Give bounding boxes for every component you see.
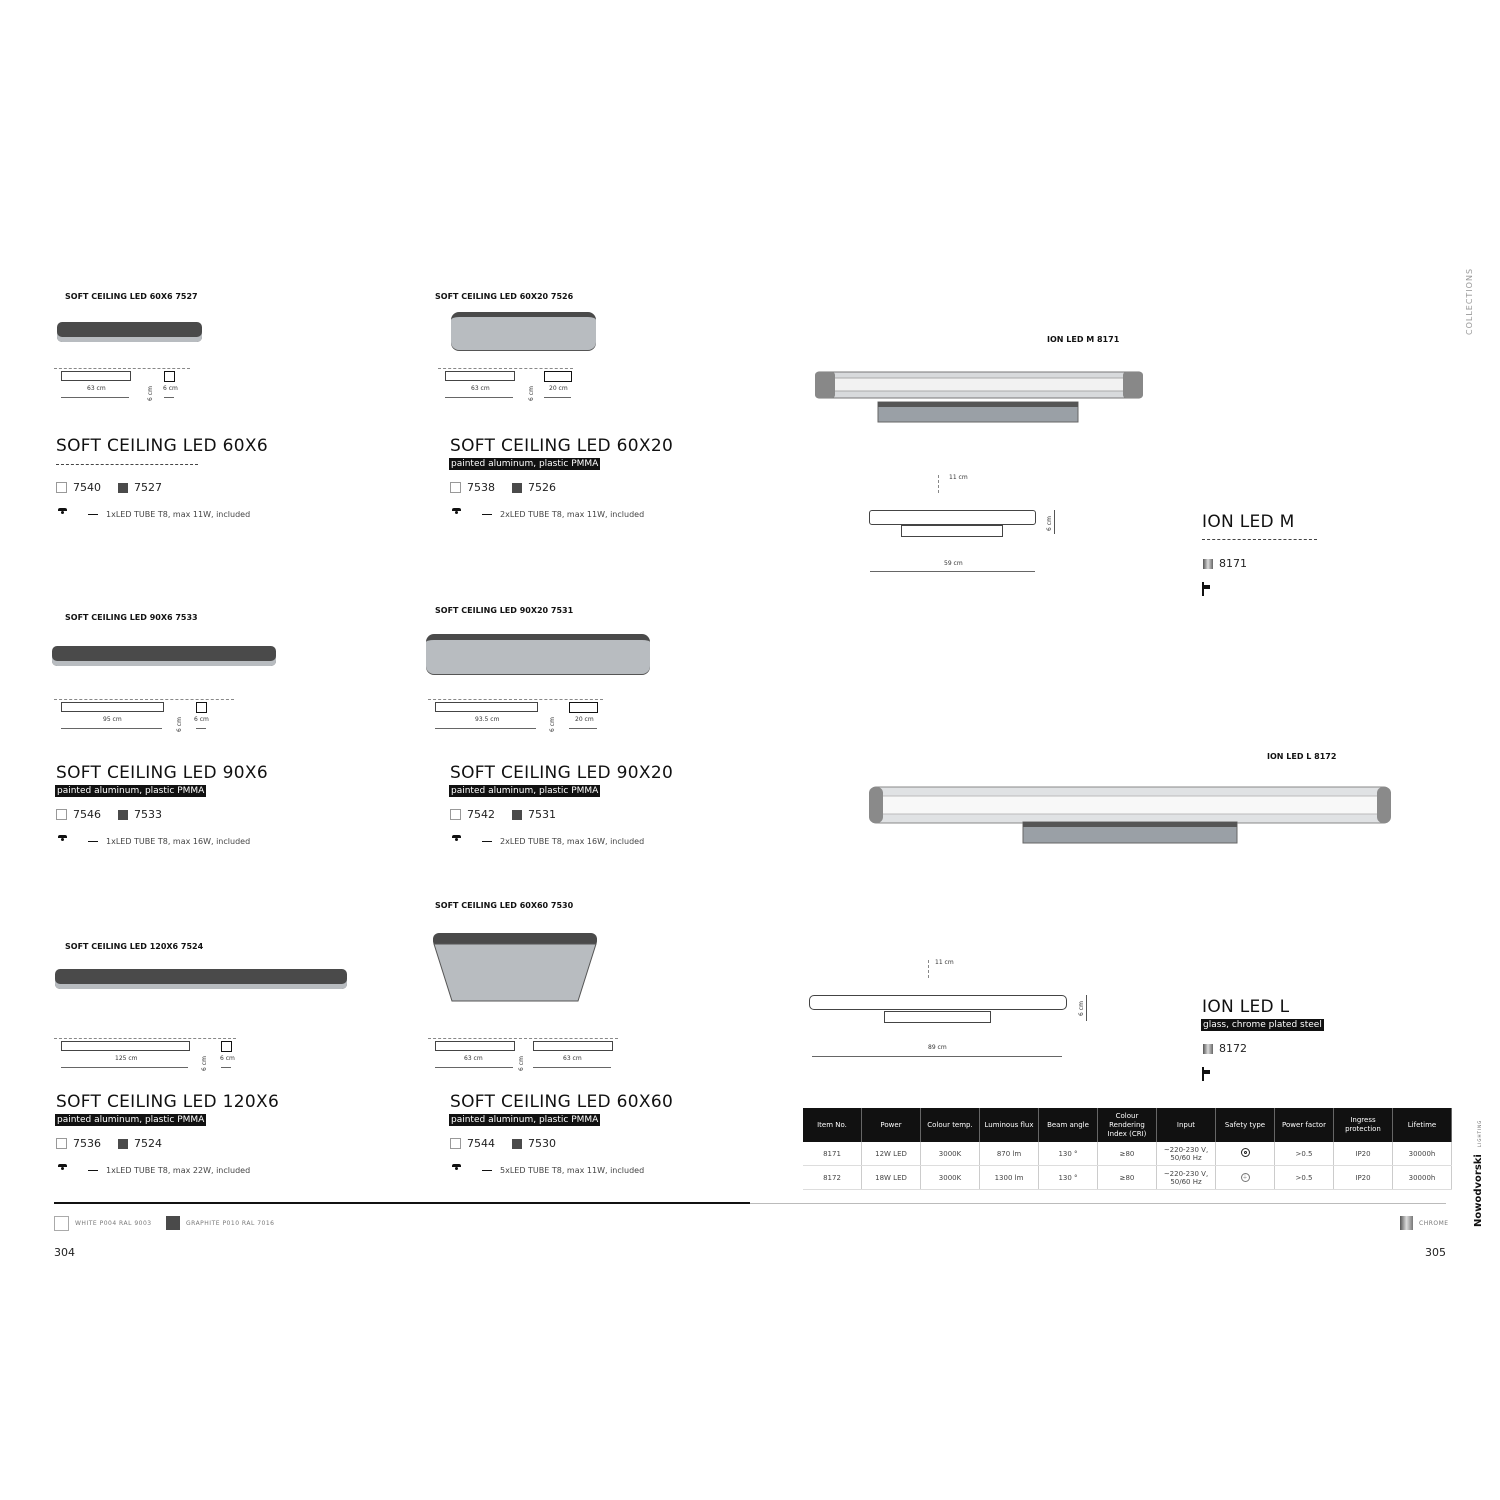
footer-white-swatch: WHITE P004 RAL 9003 — [54, 1216, 152, 1231]
table-header: Ingress protection — [1334, 1108, 1393, 1142]
tube-icon — [482, 1170, 492, 1171]
footer-graphite-swatch: GRAPHITE P010 RAL 7016 — [166, 1216, 274, 1230]
spec-line: 2xLED TUBE T8, max 16W, included — [450, 834, 644, 848]
square-panel-image — [432, 932, 598, 1002]
ceiling-mount-icon — [450, 1163, 464, 1177]
white-swatch — [56, 809, 67, 820]
table-row: 8171 12W LED 3000K 870 lm 130 ° ≥80 ~220-230 V, 50/60 Hz >0.5 IP20 30000h — [803, 1142, 1452, 1166]
color-codes: 7538 7526 — [450, 481, 556, 494]
ceiling-mount-icon — [450, 834, 464, 848]
white-swatch — [450, 1138, 461, 1149]
color-codes: 7542 7531 — [450, 808, 556, 821]
product-name: SOFT CEILING LED 60X6 — [56, 436, 268, 456]
product-name: SOFT CEILING LED 60X60 — [450, 1092, 674, 1112]
chrome-swatch — [1203, 1044, 1213, 1054]
wall-mount-icon — [1202, 1067, 1216, 1081]
product-name: SOFT CEILING LED 90X20 — [450, 763, 674, 783]
dimension-drawing: 11 cm 6 cm 59 cm — [866, 470, 1066, 580]
table-header: Power — [862, 1108, 921, 1142]
material-line — [1202, 539, 1317, 541]
product-caption: ION LED M 8171 — [1047, 335, 1120, 344]
graphite-swatch — [118, 1139, 128, 1149]
table-header: Colour temp. — [921, 1108, 980, 1142]
material-label: painted aluminum, plastic PMMA — [57, 1115, 205, 1125]
color-codes: 8172 — [1203, 1042, 1247, 1055]
footer-rule — [54, 1202, 750, 1204]
product-caption: SOFT CEILING LED 90X6 7533 — [65, 613, 198, 622]
tube-icon — [88, 514, 98, 515]
product-caption: ION LED L 8172 — [1267, 752, 1337, 761]
dimension-drawing: 93.5 cm 6 cm 20 cm — [428, 699, 613, 734]
chrome-swatch — [1203, 559, 1213, 569]
product-photo — [426, 634, 650, 674]
brand-logo: Nowodvorski LIGHTING — [1473, 1119, 1484, 1227]
tube-icon — [482, 841, 492, 842]
product-photo — [57, 322, 202, 342]
material-line — [56, 464, 198, 466]
product-caption: SOFT CEILING LED 60X20 7526 — [435, 292, 574, 301]
material-label: painted aluminum, plastic PMMA — [451, 786, 599, 796]
product-photo — [813, 368, 1145, 424]
graphite-swatch — [512, 483, 522, 493]
white-swatch — [56, 1138, 67, 1149]
product-name: SOFT CEILING LED 90X6 — [56, 763, 268, 783]
color-codes: 7540 7527 — [56, 481, 162, 494]
dimension-drawing: 11 cm 6 cm 89 cm — [806, 955, 1096, 1065]
product-name: SOFT CEILING LED 60X20 — [450, 436, 674, 456]
product-photo — [451, 312, 596, 350]
spec-line: 5xLED TUBE T8, max 11W, included — [450, 1163, 644, 1177]
table-header: Item No. — [803, 1108, 862, 1142]
color-codes: 7546 7533 — [56, 808, 162, 821]
product-caption: SOFT CEILING LED 90X20 7531 — [435, 606, 574, 615]
table-header: Beam angle — [1039, 1108, 1098, 1142]
graphite-swatch — [512, 1139, 522, 1149]
product-photo — [52, 646, 276, 666]
spec-line: 1xLED TUBE T8, max 11W, included — [56, 507, 250, 521]
product-caption: SOFT CEILING LED 60X60 7530 — [435, 901, 574, 910]
spec-line: 2xLED TUBE T8, max 11W, included — [450, 507, 644, 521]
ceiling-mount-icon — [56, 834, 70, 848]
table-header: Input — [1157, 1108, 1216, 1142]
white-swatch — [450, 482, 461, 493]
product-photo — [867, 784, 1393, 846]
product-caption: SOFT CEILING LED 60X6 7527 — [65, 292, 198, 301]
tube-icon — [482, 514, 492, 515]
color-codes: 7536 7524 — [56, 1137, 162, 1150]
class-1-icon: ⏚ — [1241, 1174, 1248, 1181]
wall-mount-icon — [1202, 582, 1216, 596]
ceiling-mount-icon — [56, 1163, 70, 1177]
table-header: Lifetime — [1393, 1108, 1452, 1142]
dimension-drawing: 63 cm 6 cm 63 cm — [428, 1038, 623, 1073]
product-name: ION LED L — [1202, 997, 1290, 1017]
product-caption: SOFT CEILING LED 120X6 7524 — [65, 942, 204, 951]
white-swatch — [56, 482, 67, 493]
table-row: 8172 18W LED 3000K 1300 lm 130 ° ≥80 ~220-230 V, 50/60 Hz ⏚ >0.5 IP20 30000h — [803, 1166, 1452, 1190]
color-codes: 8171 — [1203, 557, 1247, 570]
spec-line: 1xLED TUBE T8, max 16W, included — [56, 834, 250, 848]
dimension-drawing: 95 cm 6 cm 6 cm — [54, 699, 239, 734]
page-number-right: 305 — [1425, 1246, 1446, 1259]
wall-lamp-image — [813, 368, 1145, 424]
footer-rule — [750, 1203, 1446, 1204]
class-2-icon — [1241, 1148, 1250, 1157]
spec-table — [803, 1108, 1452, 1190]
table-header: Power factor — [1275, 1108, 1334, 1142]
collections-side-label: COLLECTIONS — [1465, 267, 1474, 335]
material-label: painted aluminum, plastic PMMA — [451, 1115, 599, 1125]
product-photo — [432, 932, 598, 1002]
product-name: ION LED M — [1202, 512, 1295, 532]
dimension-drawing: 63 cm 6 cm 20 cm — [438, 368, 578, 403]
table-header: Colour Rendering Index (CRI) — [1098, 1108, 1157, 1142]
ceiling-mount-icon — [450, 507, 464, 521]
tube-icon — [88, 841, 98, 842]
table-header: Safety type — [1216, 1108, 1275, 1142]
graphite-swatch — [118, 483, 128, 493]
graphite-swatch — [118, 810, 128, 820]
product-name: SOFT CEILING LED 120X6 — [56, 1092, 280, 1112]
color-codes: 7544 7530 — [450, 1137, 556, 1150]
dimension-drawing: 63 cm 6 cm 6 cm — [54, 368, 194, 403]
material-label: painted aluminum, plastic PMMA — [451, 459, 599, 469]
material-label: painted aluminum, plastic PMMA — [57, 786, 205, 796]
table-header: Luminous flux — [980, 1108, 1039, 1142]
footer-chrome-swatch: CHROME — [1400, 1216, 1449, 1230]
graphite-swatch — [512, 810, 522, 820]
spec-line: 1xLED TUBE T8, max 22W, included — [56, 1163, 250, 1177]
white-swatch — [450, 809, 461, 820]
page-number-left: 304 — [54, 1246, 75, 1259]
product-photo — [55, 969, 347, 989]
ceiling-mount-icon — [56, 507, 70, 521]
dimension-drawing: 125 cm 6 cm 6 cm — [54, 1038, 244, 1073]
material-label: glass, chrome plated steel — [1203, 1020, 1322, 1030]
wall-lamp-image — [867, 784, 1393, 846]
tube-icon — [88, 1170, 98, 1171]
